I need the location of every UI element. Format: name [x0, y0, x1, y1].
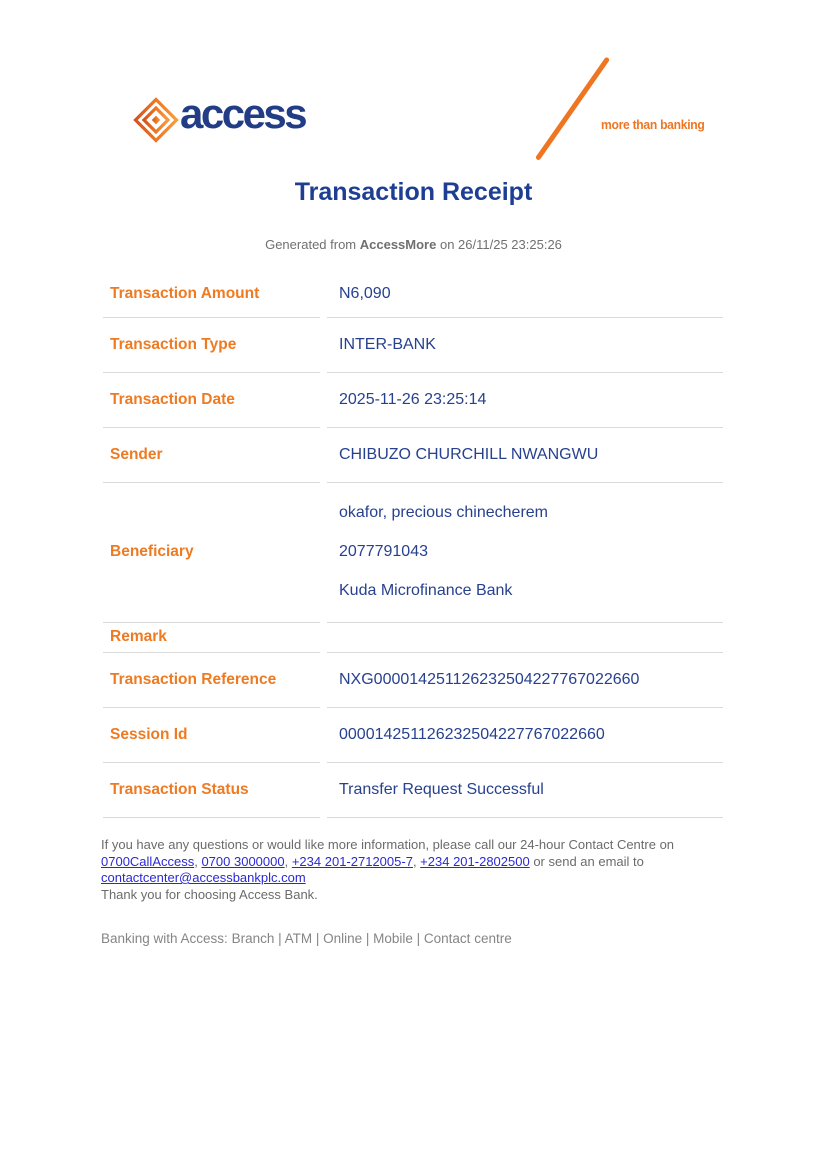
row-value-line: Transfer Request Successful — [339, 781, 544, 798]
phone-link-234-201-2802500[interactable]: +234 201-2802500 — [420, 853, 530, 869]
email-link[interactable]: contactcenter@accessbankplc.com — [101, 870, 306, 885]
thanks-line: Thank you for choosing Access Bank. — [101, 886, 318, 902]
receipt-row-beneficiary — [103, 483, 723, 623]
row-label: Transaction Reference — [103, 653, 320, 708]
row-label: Sender — [103, 428, 320, 483]
phone-link-0700-3000000[interactable]: 0700 3000000 — [201, 853, 285, 869]
generated-datetime: 26/11/25 23:25:26 — [458, 237, 562, 252]
row-label: Transaction Type — [103, 318, 320, 373]
banking-channels-line: Banking with Access: Branch | ATM | Online | Mobile | Contact centre — [101, 931, 512, 946]
access-wordmark: access — [180, 90, 306, 137]
column-gap — [320, 763, 327, 818]
column-gap — [320, 708, 327, 763]
generated-line — [0, 237, 827, 252]
row-value-line: INTER-BANK — [339, 336, 436, 353]
row-value — [327, 318, 723, 373]
receipt-row-transaction-status — [103, 763, 723, 818]
receipt-row-transaction-reference — [103, 653, 723, 708]
column-gap — [320, 373, 327, 428]
receipt-row-session-id — [103, 708, 723, 763]
generated-middle: on — [436, 237, 459, 252]
access-diamond-icon — [133, 97, 179, 143]
receipt-header — [0, 0, 827, 271]
row-value-line: 000014251126232504227767022660 — [339, 726, 605, 743]
row-value-line: 2025-11-26 23:25:14 — [339, 391, 487, 408]
receipt-row-transaction-amount — [103, 271, 723, 318]
row-value — [327, 708, 723, 763]
column-gap — [320, 428, 327, 483]
row-value-line: okafor, precious chinecherem — [339, 504, 548, 521]
contact-phones-line: 0700CallAccess, 0700 3000000, +234 201-2712005-7, +234 201-2802500 or send an email to — [101, 853, 644, 869]
generated-app-name: AccessMore — [359, 237, 437, 252]
generated-prefix: Generated from — [265, 237, 360, 252]
contact-footer — [101, 837, 749, 903]
column-gap — [320, 271, 327, 318]
row-value-line: 2077791043 — [339, 543, 428, 560]
phone-link-234-201-2712005-7[interactable]: +234 201-2712005-7 — [291, 853, 413, 869]
access-bank-logo — [133, 90, 306, 143]
brand-tagline: more than banking — [601, 118, 705, 132]
row-label: Beneficiary — [103, 483, 320, 623]
row-value-line: N6,090 — [339, 285, 391, 302]
column-gap — [320, 318, 327, 373]
contact-email-line — [101, 870, 749, 887]
row-label: Remark — [103, 623, 320, 653]
receipt-row-transaction-date — [103, 373, 723, 428]
receipt-row-remark — [103, 623, 723, 653]
column-gap — [320, 623, 327, 653]
row-label: Transaction Date — [103, 373, 320, 428]
row-value — [327, 271, 723, 318]
row-value-line: NXG000014251126232504227767022660 — [339, 671, 640, 688]
row-value — [327, 483, 723, 623]
receipt-row-transaction-type — [103, 318, 723, 373]
column-gap — [320, 483, 327, 623]
row-value-line: CHIBUZO CHURCHILL NWANGWU — [339, 446, 599, 463]
row-value — [327, 763, 723, 818]
column-gap — [320, 653, 327, 708]
brand-slash-icon — [535, 56, 610, 160]
page-title: Transaction Receipt — [294, 178, 533, 206]
row-value-line: Kuda Microfinance Bank — [339, 582, 513, 599]
row-label: Transaction Amount — [103, 271, 320, 318]
receipt-row-sender — [103, 428, 723, 483]
row-label: Transaction Status — [103, 763, 320, 818]
row-value — [327, 653, 723, 708]
contact-intro-line: If you have any questions or would like more information, please call our 24-hour Contact Centre on — [101, 837, 675, 852]
row-value — [327, 373, 723, 428]
row-label: Session Id — [103, 708, 320, 763]
row-value — [327, 623, 723, 653]
row-value — [327, 428, 723, 483]
receipt-table — [103, 271, 723, 818]
phone-link-0700callaccess[interactable]: 0700CallAccess — [101, 853, 195, 869]
